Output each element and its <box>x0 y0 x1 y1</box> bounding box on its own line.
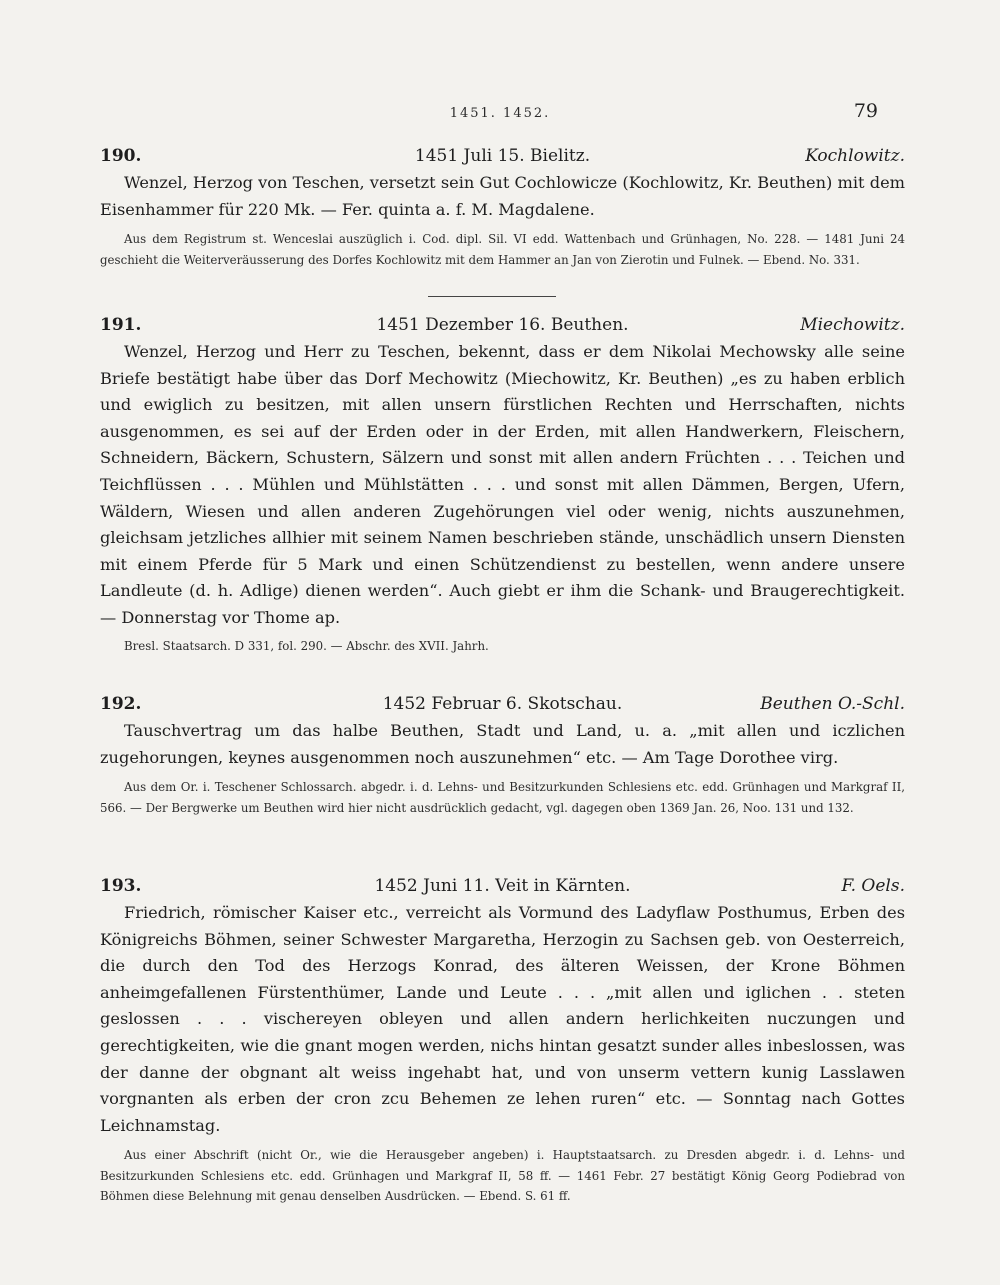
entry-date: 1452 Februar 6. Skotschau. <box>382 694 623 714</box>
entry-source-note: Aus dem Registrum st. Wenceslai auszüglich i. Cod. dipl. Sil. VI edd. Wattenbach und Grünhagen, No. 228. — 1481 Juni 24 geschieht die Weiterveräusserung des Dorfes Kochlowitz mit dem Hammer an Jan von Zierotin und Fulnek. — Ebend. No. 331. <box>100 232 905 267</box>
entry-place: Kochlowitz. <box>805 146 905 166</box>
running-head: 1451. 1452. <box>449 106 551 121</box>
entry-place: F. Oels. <box>841 876 905 896</box>
entry-number: 192. <box>100 694 142 714</box>
entry-header <box>100 876 905 900</box>
entry-number: 191. <box>100 315 142 335</box>
entry-193 <box>100 876 905 1207</box>
entry-number: 190. <box>100 146 142 166</box>
entry-regest: Tauschvertrag um das halbe Beuthen, Stadt und Land, u. a. „mit allen und iczlichen zugehorungen, keynes ausgenommen noch auszunehmen“ etc. — Am Tage Dorothee virg. <box>100 721 905 767</box>
entry-header <box>100 694 905 718</box>
entry-source-note: Aus einer Abschrift (nicht Or., wie die Herausgeber angeben) i. Hauptstaatsarch. zu Dresden abgedr. i. d. Lehns- und Besitzurkunden Schlesiens etc. edd. Grünhagen und Markgraf II, 58 ff. — 1461 Febr. 27 bestätigt König Georg Podiebrad von Böhmen diese Belehnung mit genau denselben Ausdrücken. — Ebend. S. 61 ff. <box>100 1148 905 1204</box>
entry-192 <box>100 694 905 818</box>
separator-rule <box>428 296 556 297</box>
page-number: 79 <box>853 100 878 122</box>
entry-place: Miechowitz. <box>800 315 905 335</box>
entry-date: 1451 Juli 15. Bielitz. <box>414 146 591 166</box>
entry-regest: Wenzel, Herzog und Herr zu Teschen, bekennt, dass er dem Nikolai Mechowsky alle seine Briefe bestätigt habe über das Dorf Mechowitz (Miechowitz, Kr. Beuthen) „es zu haben erblich und ewiglich zu besitzen, mit allen unsern fürstlichen Rechten und Herrschaften, nichts ausgenommen, es sei auf der Erden oder in der Erden, mit allen Handwerkern, Fleischern, Schneidern, Bäckern, Schustern, Sälzern und sonst mit allen andern Früchten . . . Teichen und Teichflüssen . . . Mühlen und Mühlstätten . . . und sonst mit allen Dämmen, Bergen, Ufern, Wäldern, Wiesen und allen anderen Zugehörungen viel oder wenig, nichts auszunehmen, gleichsam jetzliches allhier mit seinem Namen beschrieben stände, unschädlich unsern Diensten mit einem Pferde für 5 Mark und einen Schützendienst zu bestellen, wenn andere unsere Landleute (d. h. Adlige) dienen werden“. Auch giebt er ihm die Schank- und Braugerechtigkeit. — Donnerstag vor Thome ap. <box>100 342 905 627</box>
entry-regest: Friedrich, römischer Kaiser etc., verreicht als Vormund des Ladyflaw Posthumus, Erben des Königreichs Böhmen, seiner Schwester Margaretha, Herzogin zu Sachsen geb. von Oesterreich, die durch den Tod des Herzogs Konrad, des älteren Weissen, der Krone Böhmen anheimgefallenen Fürstenthümer, Lande und Leute . . . „mit allen und iglichen . . steten geslossen . . . vischereyen obleyen und allen andern herlichkeiten nuczungen und gerechtigkeiten, wie die gnant mogen werden, nichs hintan gesatzt sunder alles inbeslossen, was der danne der obgnant alt weiss ingehabt hat, und von unserm vettern kunig Lasslawen vorgnanten als erben der cron zcu Behemen ze lehen ruren“ etc. — Sonntag nach Gottes Leichnamstag. <box>100 903 905 1135</box>
entry-source-note: Aus dem Or. i. Teschener Schlossarch. abgedr. i. d. Lehns- und Besitzurkunden Schlesiens etc. edd. Grünhagen und Markgraf II, 566. — Der Bergwerke um Beuthen wird hier nicht ausdrücklich gedacht, vgl. dagegen oben 1369 Jan. 26, Noo. 131 und 132. <box>100 780 905 815</box>
entry-191 <box>100 315 905 656</box>
entry-source-note: Bresl. Staatsarch. D 331, fol. 290. — Abschr. des XVII. Jahrh. <box>124 638 489 653</box>
entry-date: 1452 Juni 11. Veit in Kärnten. <box>374 876 631 896</box>
entry-190 <box>100 146 905 270</box>
entry-header <box>100 315 905 339</box>
entry-regest: Wenzel, Herzog von Teschen, versetzt sein Gut Cochlowicze (Kochlowitz, Kr. Beuthen) mit dem Eisenhammer für 220 Mk. — Fer. quinta a. f. M. Magdalene. <box>100 173 905 219</box>
entry-number: 193. <box>100 876 142 896</box>
entry-date: 1451 Dezember 16. Beuthen. <box>376 315 629 335</box>
entry-place: Beuthen O.-Schl. <box>760 694 905 714</box>
entry-header <box>100 146 905 170</box>
